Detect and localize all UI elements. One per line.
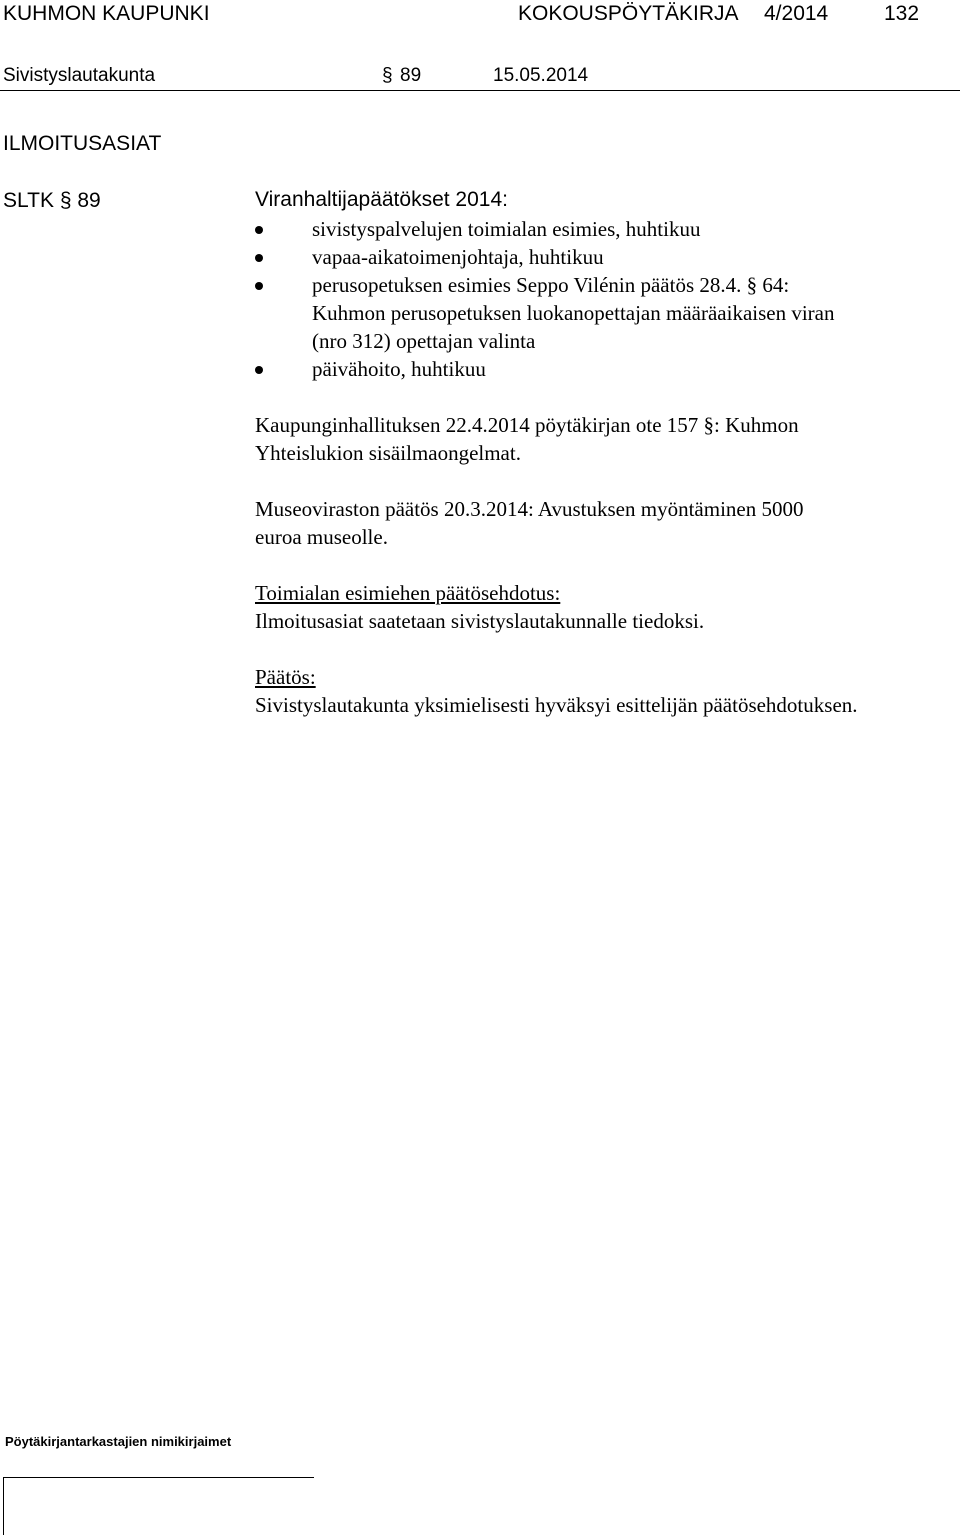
header-issue: 4/2014 — [764, 2, 829, 25]
bullet-dot-icon — [255, 226, 263, 234]
list-item: sivistyspalvelujen toimialan esimies, huhtikuu — [312, 217, 701, 241]
decision-label: Päätös: — [255, 665, 316, 689]
item-number: 89 — [77, 189, 101, 212]
header-municipality: KUHMON KAUPUNKI — [3, 2, 210, 25]
paragraph-line: Yhteislukion sisäilmaongelmat. — [255, 441, 521, 465]
bullet-dot-icon — [255, 254, 263, 262]
item-section-symbol: § — [59, 189, 72, 212]
proposal-label: Toimialan esimiehen päätösehdotus: — [255, 581, 561, 605]
bullet-dot-icon — [255, 282, 263, 290]
proposal-text: Ilmoitusasiat saatetaan sivistyslautakunnalle tiedoksi. — [255, 609, 705, 633]
header-section-symbol: § — [382, 65, 393, 86]
header-rule — [0, 90, 960, 91]
header-board: Sivistyslautakunta — [3, 65, 156, 86]
decision-text: Sivistyslautakunta yksimielisesti hyväksyi esittelijän päätösehdotuksen. — [255, 693, 858, 717]
signature-box-left — [3, 1477, 4, 1535]
decisions-intro: Viranhaltijapäätökset 2014: — [255, 188, 508, 211]
item-code — [3, 188, 101, 214]
list-item-continuation: Kuhmon perusopetuksen luokanopettajan määräaikaisen viran — [312, 301, 835, 325]
bullet-dot-icon — [255, 366, 263, 374]
list-item-continuation: (nro 312) opettajan valinta — [312, 329, 536, 353]
item-code-prefix: SLTK — [3, 189, 54, 212]
list-item: päivähoito, huhtikuu — [312, 357, 486, 381]
paragraph-line: euroa museolle. — [255, 525, 388, 549]
header-doc-type: KOKOUSPÖYTÄKIRJA — [518, 2, 739, 25]
paragraph-line: Museoviraston päätös 20.3.2014: Avustuksen myöntäminen 5000 — [255, 497, 804, 521]
header-date: 15.05.2014 — [493, 65, 589, 86]
header-page-number: 132 — [884, 2, 920, 25]
signatures-label: Pöytäkirjantarkastajien nimikirjaimet — [5, 1434, 232, 1449]
list-item: vapaa-aikatoimenjohtaja, huhtikuu — [312, 245, 604, 269]
paragraph-line: Kaupunginhallituksen 22.4.2014 pöytäkirjan ote 157 §: Kuhmon — [255, 413, 799, 437]
signature-box-top — [3, 1477, 314, 1478]
header-section-number: 89 — [400, 65, 422, 86]
section-title: ILMOITUSASIAT — [3, 132, 162, 155]
list-item: perusopetuksen esimies Seppo Vilénin päätös 28.4. § 64: — [312, 273, 790, 297]
